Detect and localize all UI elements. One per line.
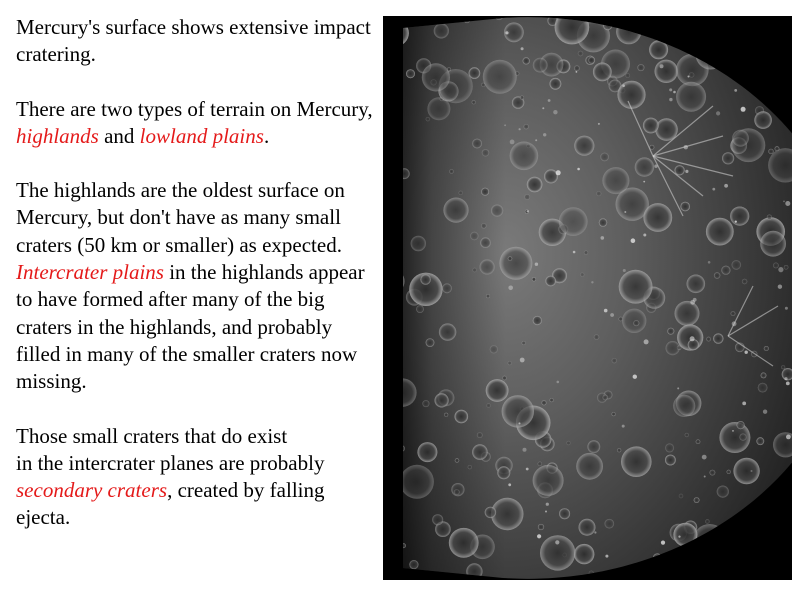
highlands-text-a: The highlands are the oldest surface on Mercury, but don't have as many small craters (50 km or smaller) as expected. (16, 178, 345, 257)
crater-texture (784, 265, 789, 270)
terrain-text-c: . (263, 123, 270, 148)
bright-spot-texture (708, 261, 711, 264)
crater-texture (532, 277, 536, 281)
crater-texture (732, 260, 742, 270)
bright-spot-texture (504, 124, 506, 126)
bright-spot-texture (734, 89, 737, 92)
crater-texture (578, 51, 583, 56)
crater-texture (469, 67, 481, 79)
crater-texture (400, 465, 434, 499)
crater-texture (768, 149, 773, 154)
crater-texture (481, 188, 489, 196)
crater-texture (522, 341, 526, 345)
bright-spot-texture (537, 534, 541, 538)
bright-spot-texture (598, 123, 600, 125)
bright-spot-texture (669, 98, 672, 101)
crater-texture (605, 519, 615, 529)
crater-texture (706, 218, 734, 246)
term-secondary-craters: secondary craters (16, 478, 168, 503)
crater-texture (472, 139, 482, 149)
crater-texture (599, 218, 607, 226)
bright-spot-texture (643, 181, 645, 183)
crater-texture (480, 237, 491, 248)
bright-spot-texture (520, 358, 525, 363)
highlands-text-b: in the highlands appear to have formed after many of the big craters in the highlands, and probably filled in many of the smaller craters now missing. (16, 260, 365, 394)
crater-texture (422, 400, 429, 407)
bright-spot-texture (519, 422, 521, 424)
bright-spot-texture (601, 236, 605, 240)
crater-texture (491, 205, 503, 217)
bright-spot-texture (622, 84, 625, 87)
crater-texture (420, 274, 430, 284)
crater-texture (761, 373, 767, 379)
crater-texture (635, 157, 654, 176)
crater-texture (721, 266, 730, 275)
crater-texture (717, 486, 729, 498)
crater-texture (781, 365, 785, 369)
bright-spot-texture (622, 425, 625, 428)
bright-spot-texture (508, 483, 511, 486)
crater-texture (527, 177, 543, 193)
bright-spot-texture (786, 435, 791, 440)
crater-texture (468, 465, 472, 469)
mercury-planet-image (383, 16, 792, 580)
crater-texture (596, 191, 601, 196)
bright-spot-texture (785, 201, 790, 206)
bright-spot-texture (745, 351, 748, 354)
bright-spot-texture (591, 281, 593, 283)
bright-spot-texture (526, 468, 529, 471)
crater-texture (584, 251, 588, 255)
bright-spot-texture (557, 381, 560, 384)
bright-spot-texture (677, 387, 679, 389)
crater-texture (470, 232, 478, 240)
crater-texture (443, 198, 468, 223)
crater-texture (602, 167, 629, 194)
crater-texture (580, 273, 584, 277)
bright-spot-texture (545, 511, 547, 513)
crater-texture (665, 455, 676, 466)
crater-texture (486, 294, 490, 298)
crater-texture (486, 403, 490, 407)
crater-texture (524, 124, 529, 129)
crater-texture (676, 82, 706, 112)
crater-texture (406, 69, 415, 78)
paragraph-highlands (16, 177, 378, 395)
crater-texture (523, 57, 530, 64)
bright-spot-texture (555, 540, 559, 544)
crater-texture (542, 400, 547, 405)
terrain-text-a: There are two types of terrain on Mercury, (16, 96, 373, 121)
bright-spot-texture (685, 170, 688, 173)
bright-spot-texture (716, 111, 720, 115)
crater-texture (481, 223, 486, 228)
bright-spot-texture (535, 263, 538, 266)
crater-texture (411, 236, 426, 251)
crater-texture (459, 191, 463, 195)
crater-texture (760, 231, 786, 257)
bright-spot-texture (505, 31, 508, 34)
crater-texture (559, 207, 588, 236)
bright-spot-texture (678, 536, 680, 538)
crater-texture (587, 440, 600, 453)
bright-spot-texture (784, 377, 787, 380)
crater-texture (422, 63, 450, 91)
crater-texture (485, 507, 496, 518)
bright-spot-texture (546, 503, 549, 506)
crater-texture (767, 215, 772, 220)
crater-texture (434, 23, 449, 38)
crater-texture (775, 146, 780, 151)
crater-texture (666, 341, 680, 355)
bright-spot-texture (577, 168, 580, 171)
crater-texture (439, 323, 456, 340)
bright-spot-texture (556, 170, 561, 175)
crater-texture (643, 203, 672, 232)
bright-spot-texture (553, 110, 557, 114)
crater-texture (417, 442, 437, 462)
crater-texture (739, 434, 746, 441)
crater-texture (758, 383, 768, 393)
crater-texture (727, 470, 731, 474)
bright-spot-texture (519, 128, 521, 130)
crater-texture (442, 283, 452, 293)
crater-texture (742, 279, 747, 284)
crater-texture (482, 149, 489, 156)
bright-spot-texture (693, 298, 697, 302)
bright-spot-texture (763, 410, 767, 414)
crater-texture (737, 421, 745, 429)
mercury-photo (383, 16, 792, 580)
crater-texture (497, 466, 510, 479)
crater-texture (538, 524, 544, 530)
crater-texture (533, 316, 542, 325)
crater-texture (622, 309, 646, 333)
crater-texture (508, 361, 512, 365)
crater-texture (594, 334, 599, 339)
crater-texture (550, 398, 554, 402)
bright-spot-texture (573, 251, 576, 254)
crater-texture (593, 63, 612, 82)
crater-texture (675, 301, 700, 326)
crater-texture (637, 64, 644, 71)
crater-texture (625, 73, 630, 78)
crater-texture (502, 376, 506, 380)
crater-texture (449, 528, 479, 558)
crater-texture (574, 544, 594, 564)
bright-spot-texture (527, 210, 529, 212)
crater-texture (472, 268, 476, 272)
crater-texture (426, 117, 430, 121)
crater-texture (579, 519, 596, 536)
bright-spot-texture (732, 430, 734, 432)
crater-texture (617, 81, 645, 109)
bright-spot-texture (508, 286, 513, 291)
crater-texture (566, 441, 570, 445)
term-highlands: highlands (16, 123, 99, 148)
crater-texture (732, 130, 749, 147)
crater-texture (477, 432, 483, 438)
bright-spot-texture (510, 140, 515, 145)
bright-spot-texture (712, 188, 715, 191)
crater-texture (619, 317, 623, 321)
bright-spot-texture (778, 267, 783, 272)
crater-texture (730, 207, 749, 226)
bright-spot-texture (786, 382, 790, 386)
bright-spot-texture (643, 234, 646, 237)
crater-texture (687, 275, 706, 294)
crater-texture (764, 346, 769, 351)
bright-spot-texture (785, 307, 788, 310)
crater-texture (731, 311, 736, 316)
bright-spot-texture (724, 184, 728, 188)
crater-texture (455, 458, 459, 462)
crater-texture (449, 169, 453, 173)
crater-texture (435, 393, 449, 407)
bright-spot-texture (688, 76, 690, 78)
bright-spot-texture (742, 402, 746, 406)
secondary-text-line1: Those small craters that do exist (16, 423, 288, 448)
crater-texture (733, 458, 759, 484)
bright-spot-texture (624, 211, 626, 213)
bright-spot-texture (673, 91, 676, 94)
crater-texture (643, 118, 659, 134)
crater-texture (665, 443, 674, 452)
crater-texture (680, 202, 690, 212)
bright-spot-texture (548, 99, 551, 102)
secondary-text-b: , created by falling ejecta. (16, 478, 325, 530)
bright-spot-texture (669, 88, 672, 91)
crater-texture (432, 514, 443, 525)
bright-spot-texture (704, 476, 706, 478)
crater-texture (559, 508, 570, 519)
crater-texture (619, 270, 653, 304)
bright-spot-texture (644, 339, 649, 344)
crater-texture (444, 413, 448, 417)
crater-texture (409, 560, 418, 569)
crater-texture (544, 169, 558, 183)
bright-spot-texture (690, 336, 695, 341)
bright-spot-texture (631, 238, 636, 243)
crater-texture (416, 305, 424, 313)
bright-spot-texture (661, 541, 665, 545)
bright-spot-texture (610, 313, 614, 317)
crater-texture (455, 410, 469, 424)
terrain-text-b: and (98, 123, 140, 148)
crater-texture (696, 439, 701, 444)
crater-texture (773, 263, 779, 269)
bright-spot-texture (741, 107, 746, 112)
paragraph-secondary-craters (16, 423, 378, 532)
bright-spot-texture (778, 285, 782, 289)
crater-texture (710, 470, 716, 476)
crater-texture (713, 333, 723, 343)
crater-texture (612, 358, 617, 363)
bright-spot-texture (521, 47, 524, 50)
crater-texture (454, 489, 460, 495)
bright-spot-texture (543, 133, 546, 136)
crater-texture (508, 256, 512, 260)
bright-spot-texture (702, 455, 707, 460)
term-lowland-plains: lowland plains (139, 123, 264, 148)
crater-texture (502, 395, 534, 427)
crater-texture (510, 142, 539, 171)
bright-spot-texture (783, 201, 785, 203)
paragraph-cratering (16, 14, 378, 69)
crater-texture (655, 60, 678, 83)
crater-texture (524, 194, 530, 200)
bright-spot-texture (576, 71, 578, 73)
crater-texture (617, 448, 621, 452)
bright-spot-texture (535, 139, 537, 141)
crater-texture (689, 72, 694, 77)
bright-spot-texture (751, 470, 753, 472)
crater-texture (520, 96, 524, 100)
crater-texture (490, 345, 498, 353)
crater-texture (533, 58, 548, 73)
crater-texture (612, 412, 616, 416)
crater-texture (472, 444, 488, 460)
crater-texture (673, 395, 695, 417)
crater-texture (472, 100, 476, 104)
bright-spot-texture (623, 269, 626, 272)
crater-texture (756, 437, 764, 445)
crater-texture (550, 78, 562, 90)
crater-texture (633, 320, 639, 326)
crater-texture (667, 328, 674, 335)
crater-texture (486, 379, 509, 402)
crater-texture (621, 446, 652, 477)
crater-texture (754, 111, 772, 129)
bright-spot-texture (523, 448, 527, 452)
crater-texture (483, 60, 517, 94)
crater-texture (705, 519, 709, 523)
crater-texture (685, 433, 689, 437)
crater-texture (603, 395, 608, 400)
text-column (16, 14, 378, 559)
crater-texture (588, 57, 595, 64)
crater-texture (694, 497, 700, 503)
crater-texture (679, 494, 683, 498)
crater-texture (426, 338, 435, 347)
crater-texture (480, 259, 495, 274)
bright-spot-texture (633, 375, 637, 379)
bright-spot-texture (735, 221, 737, 223)
crater-texture (600, 153, 609, 162)
crater-texture (714, 272, 720, 278)
bright-spot-texture (660, 64, 664, 68)
cratering-text: Mercury's surface shows extensive impact cratering. (16, 15, 371, 67)
bright-spot-texture (605, 555, 608, 558)
bright-spot-texture (594, 531, 596, 533)
crater-texture (545, 276, 556, 287)
crater-texture (722, 152, 734, 164)
bright-spot-texture (604, 309, 608, 313)
crater-texture (574, 136, 594, 156)
crater-texture (706, 337, 711, 342)
term-intercrater-plains: Intercrater plains (16, 260, 164, 285)
crater-texture (576, 453, 603, 480)
crater-texture (499, 247, 532, 280)
bright-spot-texture (542, 107, 544, 109)
secondary-text-a: in the intercrater planes are probably (16, 450, 325, 475)
paragraph-terrain-types (16, 96, 378, 151)
crater-texture (538, 462, 542, 466)
crater-texture (574, 65, 580, 71)
crater-texture (533, 465, 564, 496)
